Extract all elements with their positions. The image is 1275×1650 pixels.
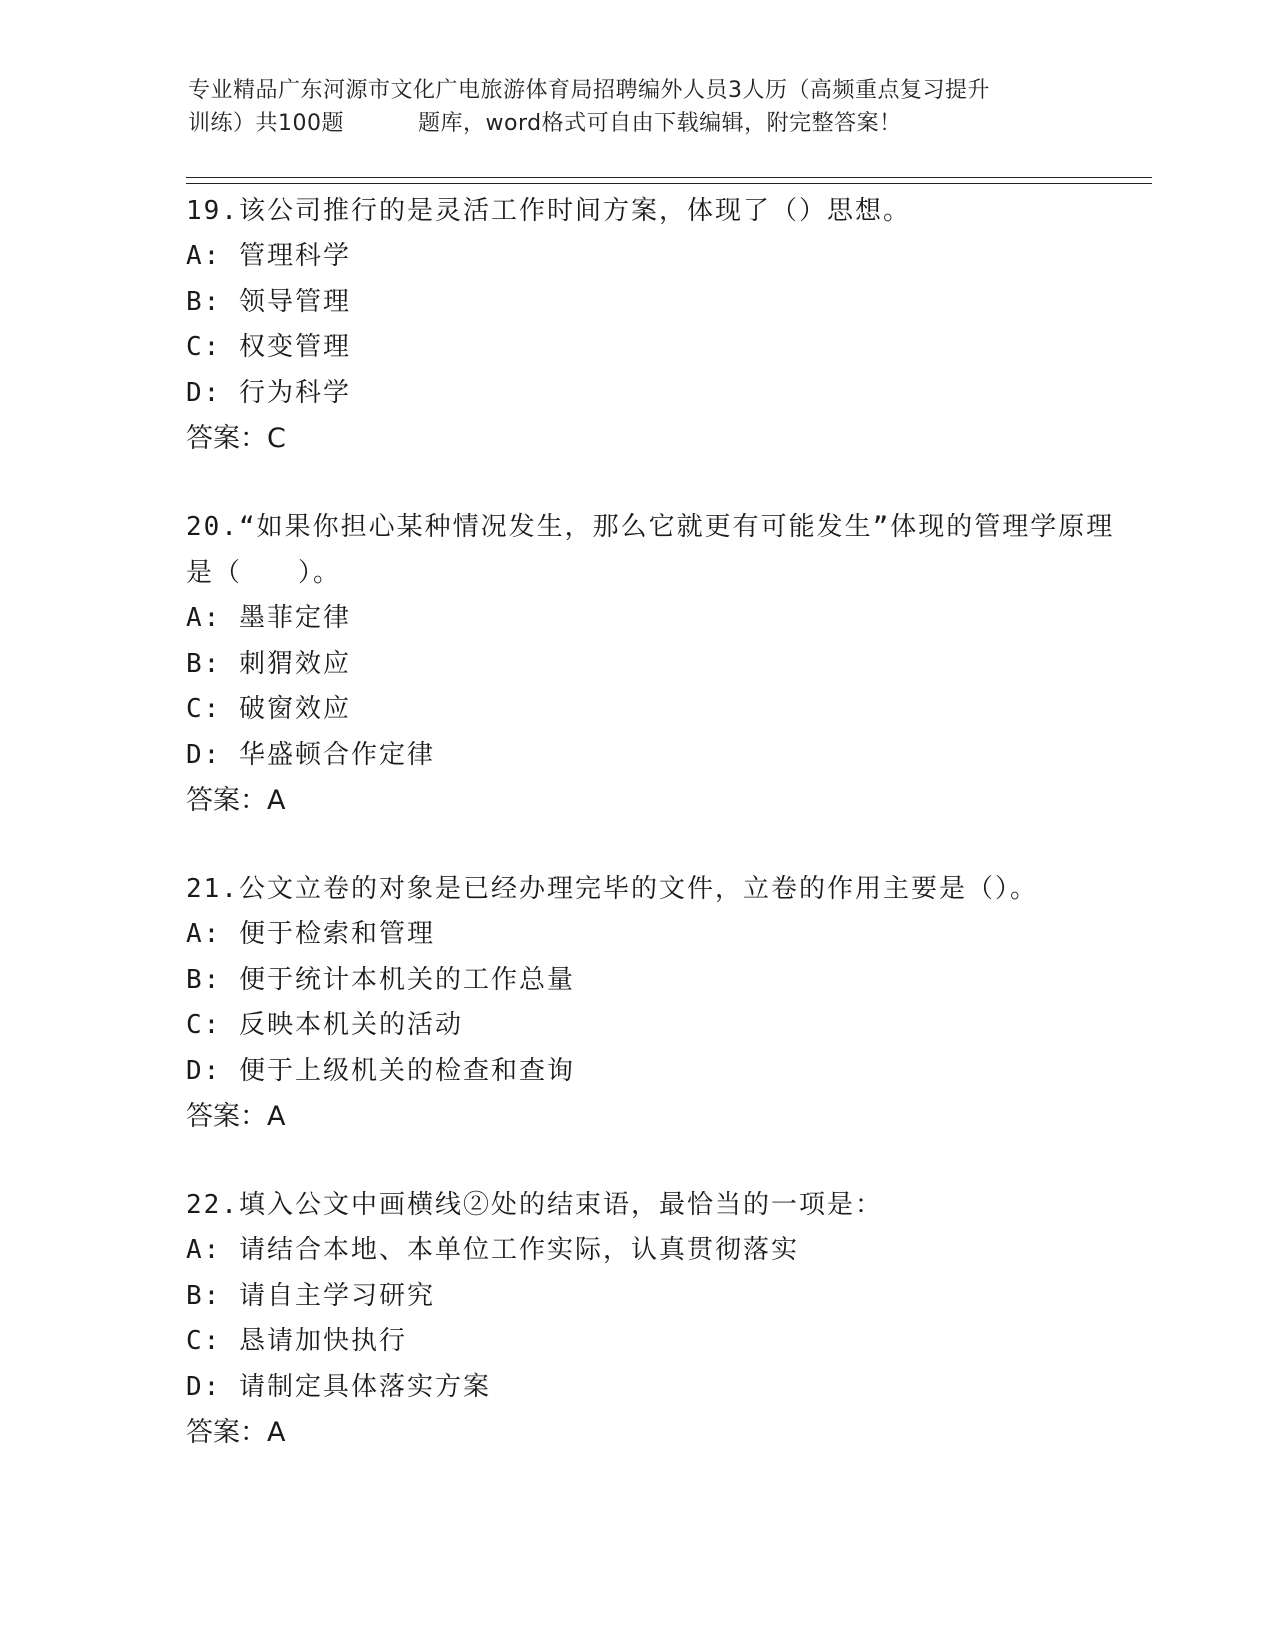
option-a: A: 管理科学 [186,241,351,271]
option-c: C: 权变管理 [186,332,351,362]
answer-line [186,778,1116,824]
option-d: D: 便于上级机关的检查和查询 [186,1055,575,1086]
header-double-rule [186,177,1152,184]
question-list [186,188,1116,1456]
option-a: A: 墨菲定律 [186,603,351,633]
option-c: C: 破窗效应 [186,694,351,724]
question-20 [186,504,1116,824]
answer-value: C [267,423,286,454]
option-b: B: 请自主学习研究 [186,1280,435,1311]
answer-line [186,1094,1116,1140]
header-line-1: 专业精品广东河源市文化广电旅游体育局招聘编外人员3人历（高频重点复习提升 [188,78,990,103]
option-b: B: 便于统计本机关的工作总量 [186,964,575,995]
option-d: D: 华盛顿合作定律 [186,739,435,770]
question-stem: 20.“如果你担心某种情况发生，那么它就更有可能发生”体现的管理学原理是（ ）。 [186,512,1115,588]
answer-label: 答案： [186,1101,267,1132]
answer-value: A [267,1101,286,1132]
option-d: D: 行为科学 [186,377,351,408]
option-b: B: 刺猬效应 [186,648,351,679]
answer-label: 答案： [186,1417,267,1448]
header-line-2-right: 题库，word格式可自由下载编辑，附完整答案！ [418,111,902,136]
answer-value: A [267,1417,286,1448]
option-c: C: 恳请加快执行 [186,1326,407,1356]
header-line-2 [188,107,1088,140]
answer-line [186,416,1116,462]
question-21 [186,866,1116,1140]
question-19 [186,188,1116,462]
option-a: A: 请结合本地、本单位工作实际，认真贯彻落实 [186,1235,799,1265]
answer-label: 答案： [186,785,267,816]
question-stem: 19.该公司推行的是灵活工作时间方案，体现了（）思想。 [186,196,911,226]
option-d: D: 请制定具体落实方案 [186,1371,491,1402]
header-line-2-left: 训练）共100题 [188,111,344,136]
answer-label: 答案： [186,423,267,454]
answer-value: A [267,785,286,816]
document-header [188,74,1088,140]
question-stem: 21.公文立卷的对象是已经办理完毕的文件，立卷的作用主要是（）。 [186,874,1038,904]
question-22 [186,1182,1116,1456]
answer-line [186,1410,1116,1456]
question-stem: 22.填入公文中画横线②处的结束语，最恰当的一项是： [186,1190,883,1220]
option-a: A: 便于检索和管理 [186,919,435,949]
option-c: C: 反映本机关的活动 [186,1010,463,1040]
option-b: B: 领导管理 [186,286,351,317]
